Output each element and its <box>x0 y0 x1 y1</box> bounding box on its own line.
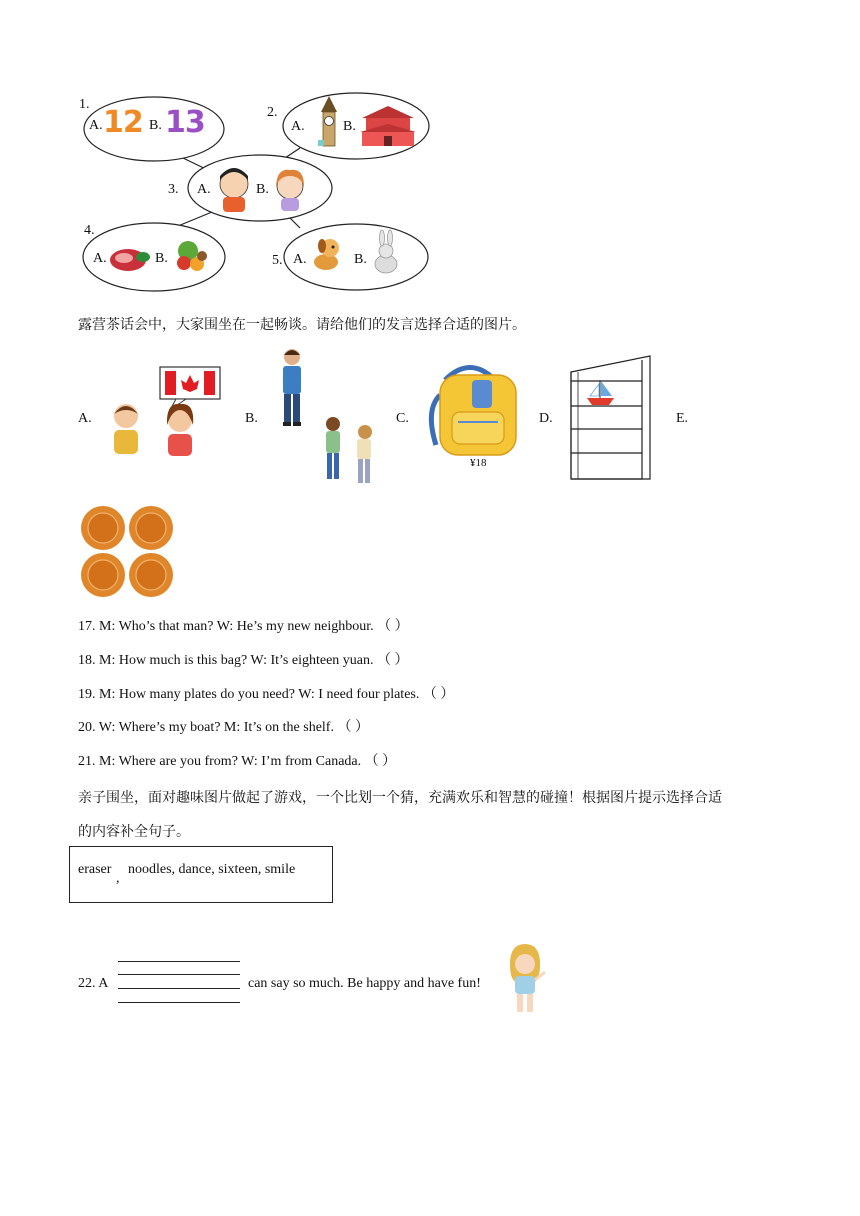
question-19: 19. M: How many plates do you need? W: I need four plates. （ ） <box>78 687 455 702</box>
item-4-option-b: B. <box>155 251 168 266</box>
man-and-kids-image <box>283 349 372 483</box>
item-3-number: 3. <box>168 182 179 197</box>
section-2-instruction: 露营茶话会中，大家围坐在一起畅谈。请给他们的发言选择合适的图片。 <box>78 317 526 333</box>
waving-girl-image <box>510 944 545 1012</box>
item-5-number: 5. <box>272 253 283 268</box>
number-12-image: 12 <box>103 105 143 140</box>
item-2-option-b: B. <box>343 119 356 134</box>
option-a-label: A. <box>78 411 92 426</box>
item-1-number: 1. <box>79 97 90 112</box>
number-13-image: 13 <box>165 105 205 140</box>
word-bank-rest: noodles, dance, sixteen, smile <box>128 862 296 877</box>
item-3-option-b: B. <box>256 182 269 197</box>
option-c-label: C. <box>396 411 409 426</box>
item-4-option-a: A. <box>93 251 107 266</box>
answer-line-4[interactable] <box>118 1002 240 1003</box>
section-3-instruction-line-1: 亲子围坐，面对趣味图片做起了游戏，一个比划一个猜，充满欢乐和智慧的碰撞！根据图片提示选择合适 <box>78 790 722 806</box>
word-bank-first: eraser <box>78 862 112 877</box>
section-3-instruction-line-2: 的内容补全句子。 <box>78 824 190 840</box>
question-22-suffix: can say so much. Be happy and have fun! <box>248 976 481 991</box>
item-2-number: 2. <box>267 105 278 120</box>
option-d-label: D. <box>539 411 553 426</box>
question-20: 20. W: Where’s my boat? M: It’s on the shelf. （ ） <box>78 720 369 735</box>
price-tag: ¥18 <box>470 457 487 469</box>
backpack-image <box>431 368 516 456</box>
question-18: 18. M: How much is this bag? W: It’s eighteen yuan. （ ） <box>78 653 409 668</box>
four-plates-image <box>81 506 173 597</box>
item-2-option-a: A. <box>291 119 305 134</box>
answer-line-2[interactable] <box>118 974 240 975</box>
answer-line-3[interactable] <box>118 988 240 989</box>
shelf-with-boat-image <box>571 356 650 479</box>
answer-line-1[interactable] <box>118 961 240 962</box>
item-1-option-b: B. <box>149 118 162 133</box>
canada-conversation-image <box>114 367 220 456</box>
item-5-option-b: B. <box>354 252 367 267</box>
question-17: 17. M: Who’s that man? W: He’s my new neighbour. （ ） <box>78 619 409 634</box>
question-22-prefix: 22. A <box>78 976 109 991</box>
question-21: 21. M: Where are you from? W: I’m from Canada. （ ） <box>78 754 397 769</box>
option-e-label: E. <box>676 411 689 426</box>
item-3-option-a: A. <box>197 182 211 197</box>
item-5-option-a: A. <box>293 252 307 267</box>
item-1-option-a: A. <box>89 118 103 133</box>
item-4-number: 4. <box>84 223 95 238</box>
word-bank-comma: , <box>116 871 120 886</box>
option-b-label: B. <box>245 411 258 426</box>
boy-icon <box>220 168 248 212</box>
